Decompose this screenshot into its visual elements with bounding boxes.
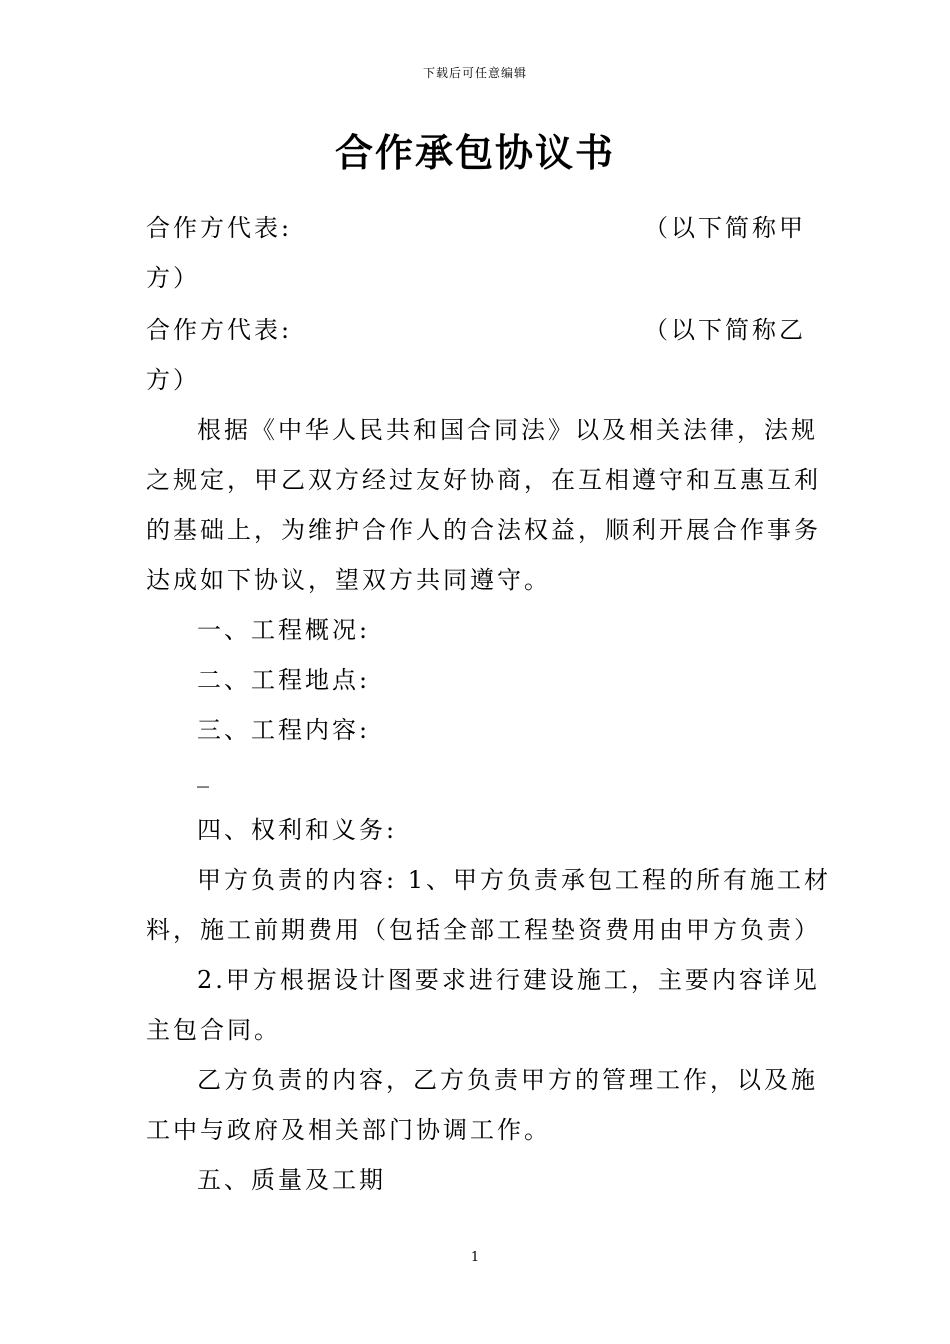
party-a-alias: （以下简称甲 <box>644 214 806 242</box>
party-a-duty-2-line-2: 主包合同。 <box>146 1016 281 1044</box>
section-3-blank: _ <box>197 760 212 788</box>
document-title: 合作承包协议书 <box>334 131 615 175</box>
section-5-heading: 五、质量及工期 <box>197 1166 386 1194</box>
party-a-duty-2-line-1: 2.甲方根据设计图要求进行建设施工，主要内容详见 <box>197 966 820 994</box>
preamble-line-3: 的基础上，为维护合作人的合法权益，顺利开展合作事务 <box>146 516 821 544</box>
preamble-line-4: 达成如下协议，望双方共同遵守。 <box>146 566 551 594</box>
party-b-duties-line-1: 乙方负责的内容，乙方负责甲方的管理工作，以及施 <box>197 1066 818 1094</box>
party-b-alias-cont: 方） <box>146 366 200 394</box>
section-4-heading: 四、权利和义务: <box>197 816 398 844</box>
party-b-duties-line-2: 工中与政府及相关部门协调工作。 <box>146 1116 551 1144</box>
page-number: 1 <box>470 1250 480 1265</box>
party-a-label: 合作方代表: <box>146 214 293 242</box>
section-1-heading: 一、工程概况: <box>197 616 371 644</box>
party-a-duties-line-2: 料，施工前期费用（包括全部工程垫资费用由甲方负责） <box>146 916 821 944</box>
party-a-row <box>146 208 806 240</box>
party-b-label: 合作方代表: <box>146 316 293 344</box>
party-b-alias: （以下简称乙 <box>644 316 806 344</box>
section-3-heading: 三、工程内容: <box>197 716 371 744</box>
section-2-heading: 二、工程地点: <box>197 666 371 694</box>
party-a-alias-cont: 方） <box>146 264 200 292</box>
preamble-line-1: 根据《中华人民共和国合同法》以及相关法律，法规 <box>197 416 818 444</box>
party-a-duties-line-1: 甲方负责的内容: 1、甲方负责承包工程的所有施工材 <box>197 866 831 894</box>
header-note: 下载后可任意编辑 <box>422 66 527 80</box>
preamble-line-2: 之规定，甲乙双方经过友好协商，在互相遵守和互惠互利 <box>146 466 821 494</box>
party-b-row <box>146 310 806 342</box>
